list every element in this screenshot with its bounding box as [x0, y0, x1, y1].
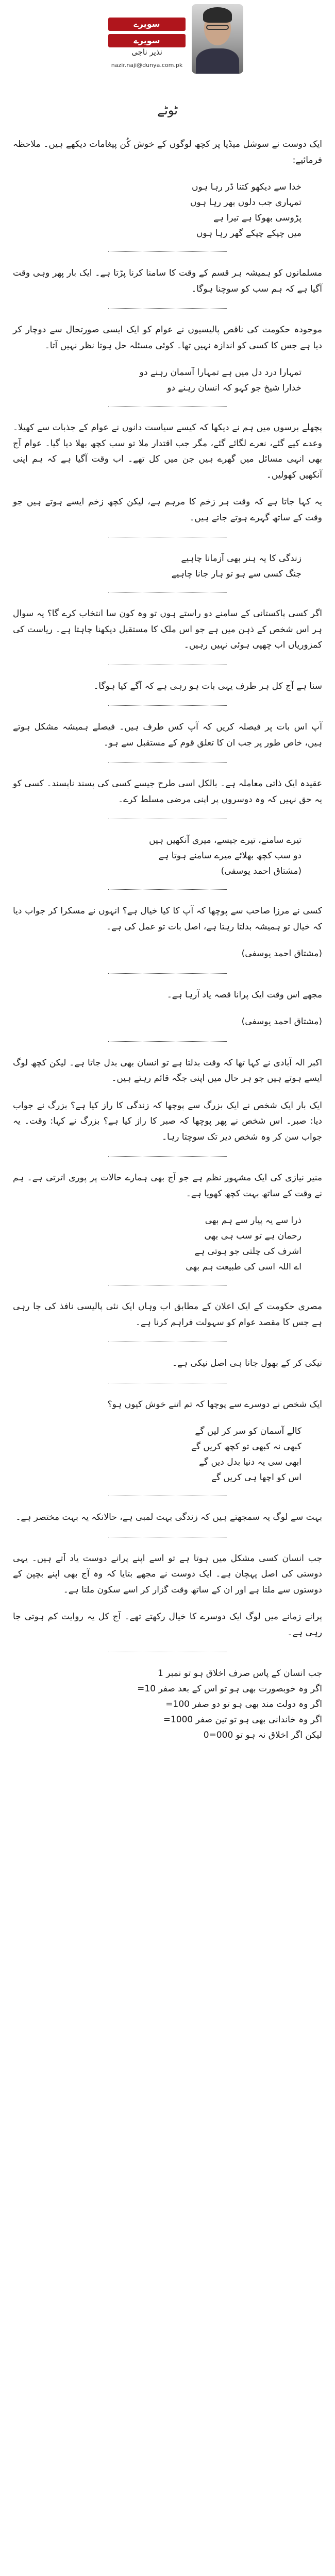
closing-line: جب انسان کے پاس صرف اخلاق ہو تو نمبر 1 [158, 1668, 322, 1679]
verse-line: کالے آسمان کو سر کر لیں گے [195, 1426, 301, 1436]
paragraph: نیکی کر کے بھول جانا ہی اصل نیکی ہے۔ [172, 1358, 322, 1368]
quote-credit: (مشتاق احمد یوسفی) [241, 1016, 322, 1027]
paragraph: کسی نے مرزا صاحب سے پوچھا کہ آپ کا کیا خیال ہے؟ انہوں نے مسکرا کر جواب دیا کہ خیال تو ہمیشہ بدلتا رہتا ہے، اصل بات تو عمل کی ہے۔ [13, 906, 322, 932]
paragraph: ایک دوست نے سوشل میڈیا پر کچھ لوگوں کے خوش کُن پیغامات دیکھے ہیں۔ ملاحظہ فرمائیے: [13, 139, 322, 165]
section-divider [108, 705, 227, 706]
paragraph: بہت سے لوگ یہ سمجھتے ہیں کہ زندگی بہت لمبی ہے، حالانکہ یہ بہت مختصر ہے۔ [15, 1512, 322, 1522]
logo-text-1: سویرے [133, 19, 160, 29]
section-divider [108, 1156, 227, 1157]
paragraph: پرانے زمانے میں لوگ ایک دوسرے کا خیال رکھتے تھے۔ آج کل یہ روایت کم ہوتی جا رہی ہے۔ [13, 1612, 322, 1638]
author-name: نذیر ناجی [131, 47, 162, 57]
paragraph: اکبر الہ آبادی نے کہا تھا کہ وقت بدلتا ہے تو انسان بھی بدل جاتا ہے۔ لیکن کچھ لوگ ایسے ہوتے ہیں جو ہر حال میں اپنی جگہ قائم رہتے ہیں۔ [13, 1057, 322, 1083]
verse-line: اشرف کی چلتی جو ہوتی ہے [194, 1246, 301, 1257]
verse-credit: (مشتاق احمد یوسفی) [221, 866, 301, 876]
paragraph: پچھلے برسوں میں ہم نے دیکھا کہ کیسے سیاست دانوں نے عوام کے جذبات سے کھیلا۔ وعدے کیے گئے، نعرے لگائے گئے، مگر جب اقتدار ملا تو سب کچھ بھلا دیا گیا۔ عوام آج بھی انہی مسائل میں گھرے ہیں جن میں کل تھے۔ اب وقت آگیا ہے کہ ہم اپنی آنکھیں کھولیں۔ [13, 422, 322, 480]
paragraph: سنا ہے آج کل ہر طرف یہی بات ہو رہی ہے کہ آگے کیا ہوگا۔ [93, 681, 322, 691]
section-divider [108, 889, 227, 890]
verse-line: زندگی کا یہ ہنر بھی آزمانا چاہیے [181, 553, 301, 564]
section-divider [108, 973, 227, 974]
closing-line: اگر وہ خوبصورت بھی ہو تو اس کے بعد صفر 10= [137, 1684, 322, 1694]
verse-line: میں چپکے چپکے گھر رہا ہوں [196, 228, 301, 239]
verse-line: ابھی سی یہ دنیا بدل دیں گے [199, 1457, 301, 1467]
paragraph: آپ اس بات پر فیصلہ کریں کہ آپ کس طرف ہیں۔ فیصلے ہمیشہ مشکل ہوتے ہیں، خاص طور پر جب ان کا تعلق قوم کے مستقبل سے ہو۔ [13, 722, 322, 748]
verse-line: کبھی نہ کبھی تو کچھ کریں گے [191, 1442, 301, 1452]
paragraph: اگر کسی پاکستانی کے سامنے دو راستے ہوں تو وہ کون سا انتخاب کرے گا؟ یہ سوال ہر اس شخص کے ذہن میں ہے جو اس ملک کا مستقبل دیکھنا چاہتا ہے۔ ریاست کی کمزوریاں اب چھپی ہوئی نہیں رہیں۔ [13, 608, 322, 650]
paragraph: عقیدہ ایک ذاتی معاملہ ہے۔ بالکل اسی طرح جیسے کسی کی پسند ناپسند۔ کسی کو یہ حق نہیں کہ وہ دوسروں پر اپنی مرضی مسلط کرے۔ [13, 778, 322, 805]
verse-line: اس کو اچھا ہی کریں گے [211, 1472, 301, 1483]
verse-line: اے اللہ اسی کی طبیعت ہم بھی [186, 1262, 301, 1272]
closing-line: اگر وہ دولت مند بھی ہو تو دو صفر 100= [165, 1699, 322, 1709]
verse-block [13, 1423, 322, 1485]
column-body [13, 137, 322, 1743]
paragraph: مسلمانوں کو ہمیشہ ہر قسم کے وقت کا سامنا کرنا پڑتا ہے۔ ایک بار پھر وہی وقت آگیا ہے کہ ہم سب کو سوچنا ہوگا۔ [13, 268, 322, 294]
verse-block [13, 365, 322, 396]
verse-line: ذرا سے یہ پیار سے ہم بھی [205, 1215, 301, 1226]
logo-bar [108, 34, 186, 47]
paragraph: مجھے اس وقت ایک پرانا قصہ یاد آرہا ہے۔ [166, 989, 322, 1000]
logo-text-2: سویرے [133, 36, 160, 45]
verse-line: تمہارا درد دل میں ہے تمہارا آسمان رہنے دو [139, 367, 301, 378]
paragraph: مصری حکومت کے ایک اعلان کے مطابق اب وہاں ایک نئی پالیسی نافذ کی جا رہی ہے جس کا مقصد عوام کو سہولت فراہم کرنا ہے۔ [13, 1301, 322, 1328]
paragraph: ایک شخص نے دوسرے سے پوچھا کہ تم اتنے خوش کیوں ہو؟ [107, 1399, 322, 1410]
verse-block [13, 179, 322, 241]
portrait-body [196, 48, 239, 74]
paragraph: موجودہ حکومت کی ناقص پالیسیوں نے عوام کو ایک ایسی صورتحال سے دوچار کر دیا ہے جس کا کسی کو اندازہ نہیں تھا۔ کوئی مسئلہ حل ہوتا نظر نہیں آتا۔ [13, 325, 322, 351]
closing-line: اگر وہ خاندانی بھی ہو تو تین صفر 1000= [163, 1715, 322, 1725]
verse-line: دو سب کچھ بھلائے میرے سامنے ہوتا ہے [158, 851, 301, 861]
portrait-hair [203, 7, 232, 23]
logo-bar [108, 18, 186, 31]
paragraph: جب انسان کسی مشکل میں ہوتا ہے تو اسے اپنے پرانے دوست یاد آتے ہیں۔ یہی دوستی کی اصل پہچان ہے۔ ایک دوست نے مجھے بتایا کہ وہ آج بھی اپنے بچپن کے دوستوں سے ملتا ہے اور ان کے ساتھ وقت گزار کر اسے سکون ملتا ہے۔ [13, 1553, 322, 1595]
column-title: ٹوٹے [157, 103, 178, 117]
closing-line: لیکن اگر اخلاق نہ ہو تو 000=0 [203, 1730, 322, 1740]
paragraph: منیر نیازی کی ایک مشہور نظم ہے جو آج بھی ہمارے حالات پر پوری اترتی ہے۔ ہم نے وقت کے ساتھ بہت کچھ کھویا ہے۔ [13, 1173, 322, 1199]
author-email: nazir.naji@dunya.com.pk [111, 62, 183, 69]
author-portrait [192, 4, 243, 74]
section-divider [108, 308, 227, 309]
verse-block [13, 1213, 322, 1275]
closing-list [13, 1666, 322, 1743]
verse-line: خدارا شیخ جو کہو کہ انسان رہنے دو [167, 383, 301, 393]
paragraph: ایک بار ایک شخص نے ایک بزرگ سے پوچھا کہ زندگی کا راز کیا ہے؟ بزرگ نے جواب دیا: صبر۔ اس شخص نے پھر پوچھا کہ صبر کا راز کیا ہے؟ بزرگ نے کہا: وقت۔ یہ جواب سن کر وہ شخص دیر تک سوچتا رہا۔ [13, 1100, 322, 1142]
verse-block [13, 833, 322, 879]
verse-block [13, 551, 322, 582]
verse-line: خدا سے دیکھو کتنا ڈر رہا ہوں [192, 182, 301, 192]
portrait-glasses [206, 25, 229, 30]
verse-line: تمہاری جب دلوں بھر رہا ہوں [190, 197, 301, 208]
section-divider [108, 251, 227, 252]
paragraph: یہ کہا جاتا ہے کہ وقت ہر زخم کا مرہم ہے، لیکن کچھ زخم ایسے ہوتے ہیں جو وقت کے ساتھ گہرے ہوتے جاتے ہیں۔ [13, 497, 322, 523]
verse-line: جنگ کسی سے ہو تو ہار جانا چاہیے [171, 569, 301, 579]
column-header [0, 0, 335, 118]
verse-line: پڑوسی بھوکا ہے تیرا ہے [213, 213, 301, 223]
quote-credit: (مشتاق احمد یوسفی) [241, 948, 322, 959]
verse-line: رحمان ہے تو سب ہی بھی [204, 1231, 301, 1241]
section-divider [108, 1041, 227, 1042]
verse-line: تیرے سامنے، تیرے جیسے، میری آنکھیں ہیں [149, 835, 301, 845]
